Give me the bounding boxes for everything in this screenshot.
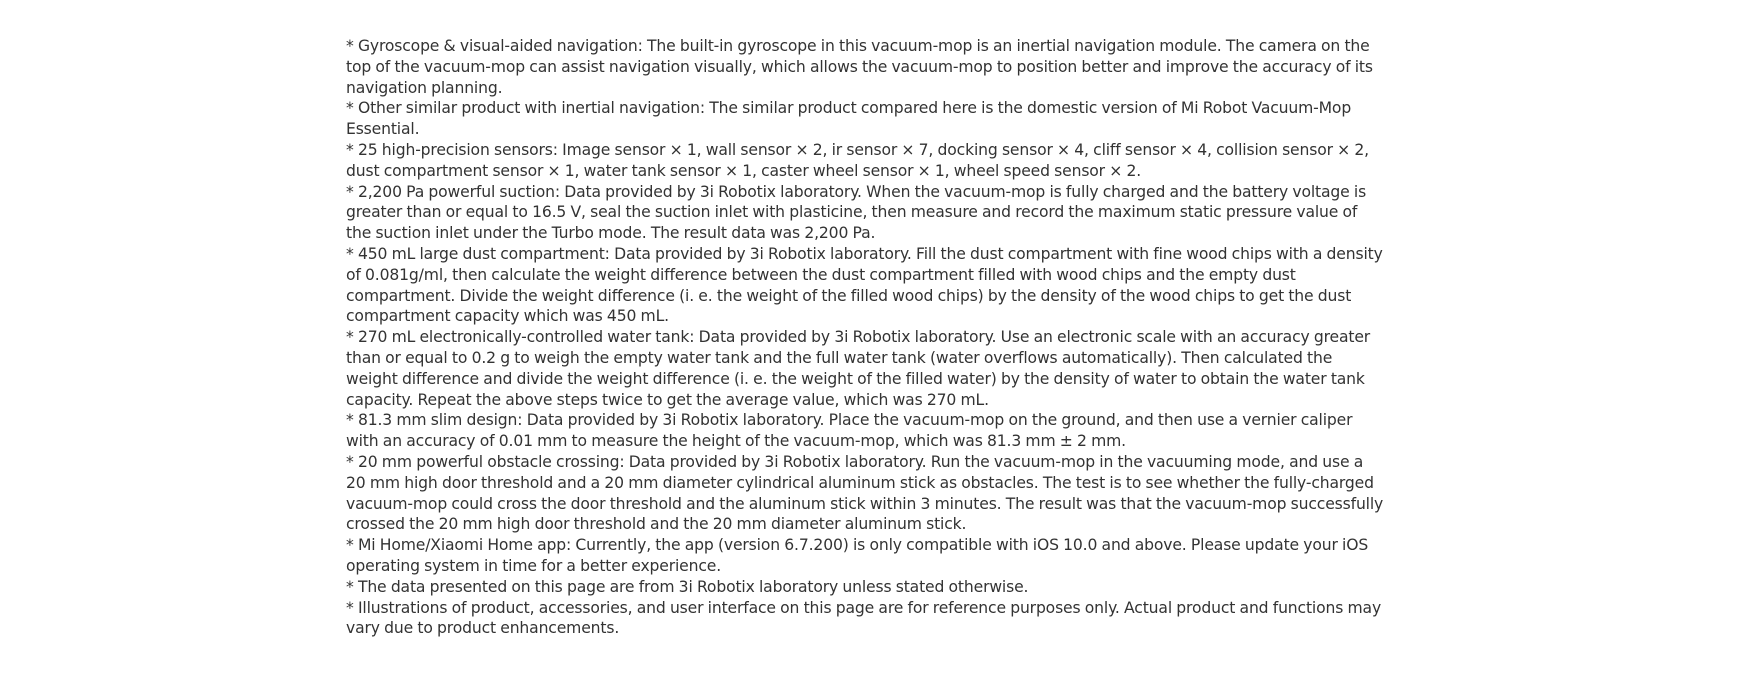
footnote-sensors: * 25 high-precision sensors: Image sensor × 1, wall sensor × 2, ir sensor × 7, docking sensor × 4, cliff sensor × 4, collision sensor × 2, dust compartment sensor × 1, water tank sensor × 1, caster wheel sensor × 1, wheel speed sensor × 2. [346,140,1369,180]
footnote-app: * Mi Home/Xiaomi Home app: Currently, the app (version 6.7.200) is only compatible with iOS 10.0 and above. Please update your iOS operating system in time for a better experience. [346,536,1369,575]
footnote-suction: * 2,200 Pa powerful suction: Data provided by 3i Robotix laboratory. When the vacuum-mop is fully charged and the battery voltage is greater than or equal to 16.5 V, seal the suction inlet with plasticine, then measure and record the maximum static pressure value of the suction inlet under the Turbo mode. The result data was 2,200 Pa. [346,182,1367,243]
footnote-navigation: * Gyroscope & visual-aided navigation: The built-in gyroscope in this vacuum-mop is an inertial navigation module. The camera on the top of the vacuum-mop can assist navigation visually, which allows the vacuum-mop to position better and improve the accuracy of its navigation planning. [346,37,1373,97]
footnote-illustrations: * Illustrations of product, accessories, and user interface on this page are for reference purposes only. Actual product and functions may vary due to product enhancements. [346,598,1382,638]
footnote-data-source: * The data presented on this page are from 3i Robotix laboratory unless stated otherwise. [346,577,1029,596]
footnote-dust-compartment: * 450 mL large dust compartment: Data provided by 3i Robotix laboratory. Fill the dust compartment with fine wood chips with a density of 0.081g/ml, then calculate the weight difference between the dust compartment filled with wood chips and the empty dust compartment. Divide the weight difference (i. e. the weight of the filled wood chips) by the density of the wood chips to get the dust compartment capacity which was 450 mL. [346,244,1383,326]
footnote-obstacle-crossing: * 20 mm powerful obstacle crossing: Data provided by 3i Robotix laboratory. Run the vacuum-mop in the vacuuming mode, and use a 20 mm high door threshold and a 20 mm diameter cylindrical aluminum stick as obstacles. The test is to see whether the fully-charged vacuum-mop could cross the door threshold and the aluminum stick within 3 minutes. The result was that the vacuum-mop successfully crossed the 20 mm high door threshold and the 20 mm diameter aluminum stick. [346,452,1384,534]
footnote-similar-product: * Other similar product with inertial navigation: The similar product compared here is the domestic version of Mi Robot Vacuum-Mop Essential. [346,99,1352,139]
footnote-water-tank: * 270 mL electronically-controlled water tank: Data provided by 3i Robotix laboratory. Use an electronic scale with an accuracy greater than or equal to 0.2 g to weigh the empty water tank and the full water tank (water overflows automatically). Then calculated the weight difference and divide the weight difference (i. e. the weight of the filled water) by the density of water to obtain the water tank capacity. Repeat the above steps twice to get the average value, which was 270 mL. [346,328,1371,409]
footnote-slim-design: * 81.3 mm slim design: Data provided by 3i Robotix laboratory. Place the vacuum-mop on the ground, and then use a vernier caliper with an accuracy of 0.01 mm to measure the height of the vacuum-mop, which was 81.3 mm ± 2 mm. [346,411,1353,451]
footnotes-section [346,36,1386,639]
